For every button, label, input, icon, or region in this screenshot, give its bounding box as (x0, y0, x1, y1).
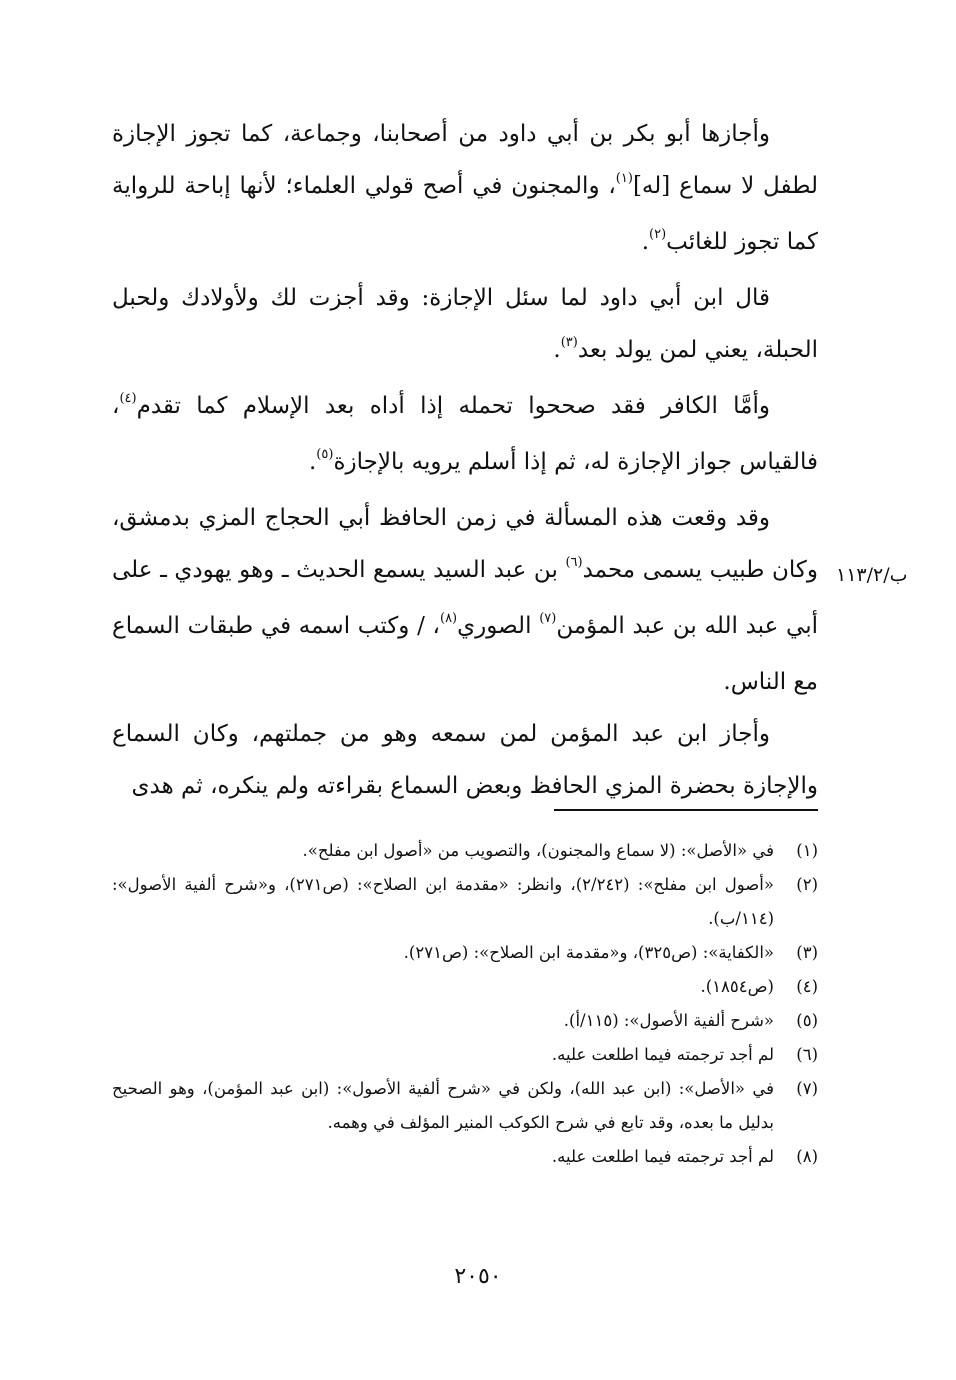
body-paragraph (112, 272, 818, 380)
footnote-number: (٥) (796, 1011, 818, 1030)
footnote (112, 1072, 818, 1140)
footnote-text: في «الأصل»: (لا سماع والمجنون)، والتصويب من «أصول ابن مفلح». (302, 841, 774, 860)
body-text-segment: . (641, 229, 650, 255)
footnote-number: (٤) (796, 977, 818, 996)
body-paragraph (112, 380, 818, 492)
footnote (112, 936, 818, 970)
body-text-segment: الصوري (457, 613, 540, 639)
footnote (112, 970, 818, 1004)
body-text-segment: بن عبد السيد يسمع الحديث ـ وهو يهودي ـ على أبي عبد الله بن عبد المؤمن (112, 557, 818, 639)
body-paragraph (112, 108, 818, 272)
footnote-reference: (٤) (119, 391, 137, 406)
body-text-segment: وأجاز ابن عبد المؤمن لمن سمعه وهو من جملتهم، وكان السماع والإجازة بحضرة المزي الحافظ وبعض السماع بقراءته ولم ينكره، ثم هدى (112, 721, 818, 799)
footnote-text: لم أجد ترجمته فيما اطلعت عليه. (551, 1147, 774, 1166)
footnote-number: (٦) (796, 1045, 818, 1064)
footnote-reference: (٣) (560, 335, 578, 350)
footnote-divider (554, 809, 818, 811)
footnote-number: (٧) (796, 1079, 818, 1098)
footnote-text: (ص١٨٥٤). (700, 977, 774, 996)
margin-folio-note: ب/١١٣/٢ (836, 564, 908, 586)
footnote-text: في «الأصل»: (ابن عبد الله)، ولكن في «شرح ألفية الأصول»: (ابن عبد المؤمن)، وهو الصحيح بدليل ما بعده، وقد تابع في شرح الكوكب المنير المؤلف في وهمه. (112, 1079, 774, 1132)
footnote-reference: (١) (615, 171, 633, 186)
footnote-reference: (٨) (439, 611, 458, 626)
footnotes-section (112, 834, 818, 1174)
body-text-segment: . (308, 449, 317, 475)
footnote (112, 834, 818, 868)
footnote-reference: (٥) (316, 447, 334, 462)
body-paragraph (112, 492, 818, 708)
body-text-segment: وأجازها أبو بكر بن أبي داود من أصحابنا، وجماعة، كما تجوز الإجازة لطفل لا سماع [له] (112, 121, 818, 199)
footnote (112, 1038, 818, 1072)
footnote (112, 1140, 818, 1174)
body-text-segment: وأمَّا الكافر فقد صححوا تحمله إذا أداه بعد الإسلام كما تقدم (136, 393, 770, 419)
footnote-reference: (٦) (565, 555, 583, 570)
footnote-text: لم أجد ترجمته فيما اطلعت عليه. (551, 1045, 774, 1064)
footnote-number: (٣) (796, 943, 818, 962)
body-text-segment: ، / وكتب اسمه في طبقات السماع مع الناس. (112, 613, 818, 695)
body-paragraph (112, 708, 818, 812)
footnote (112, 868, 818, 936)
body-text-segment: ، والمجنون في أصح قولي العلماء؛ لأنها إباحة للرواية كما تجوز للغائب (112, 173, 818, 255)
page-number: ٢٠٥٠ (454, 1264, 502, 1289)
footnote-text: «شرح ألفية الأصول»: (١١٥/أ). (563, 1011, 774, 1030)
main-text-body (112, 108, 818, 812)
footnote (112, 1004, 818, 1038)
footnote-text: «أصول ابن مفلح»: (٢/٢٤٢)، وانظر: «مقدمة ابن الصلاح»: (ص٢٧١)، و«شرح ألفية الأصول»: (١١٤/ب). (112, 875, 774, 928)
body-text-segment: قال ابن أبي داود لما سئل الإجازة: وقد أجزت لك ولأولادك ولحبل الحبلة، يعني لمن يولد بعد (112, 285, 818, 363)
footnote-number: (١) (796, 841, 818, 860)
body-text-segment: ، فالقياس جواز الإجازة له، ثم إذا أسلم يرويه بالإجازة (112, 393, 818, 475)
body-text-segment: . (553, 337, 561, 363)
footnote-number: (٨) (796, 1147, 818, 1166)
footnote-number: (٢) (796, 875, 818, 894)
body-text-segment: وقد وقعت هذه المسألة في زمن الحافظ أبي الحجاج المزي بدمشق، وكان طبيب يسمى محمد (112, 505, 818, 583)
footnote-reference: (٢) (649, 227, 667, 242)
footnote-text: «الكفاية»: (ص٣٢٥)، و«مقدمة ابن الصلاح»: (ص٢٧١). (403, 943, 774, 962)
footnote-reference: (٧) (539, 611, 557, 626)
